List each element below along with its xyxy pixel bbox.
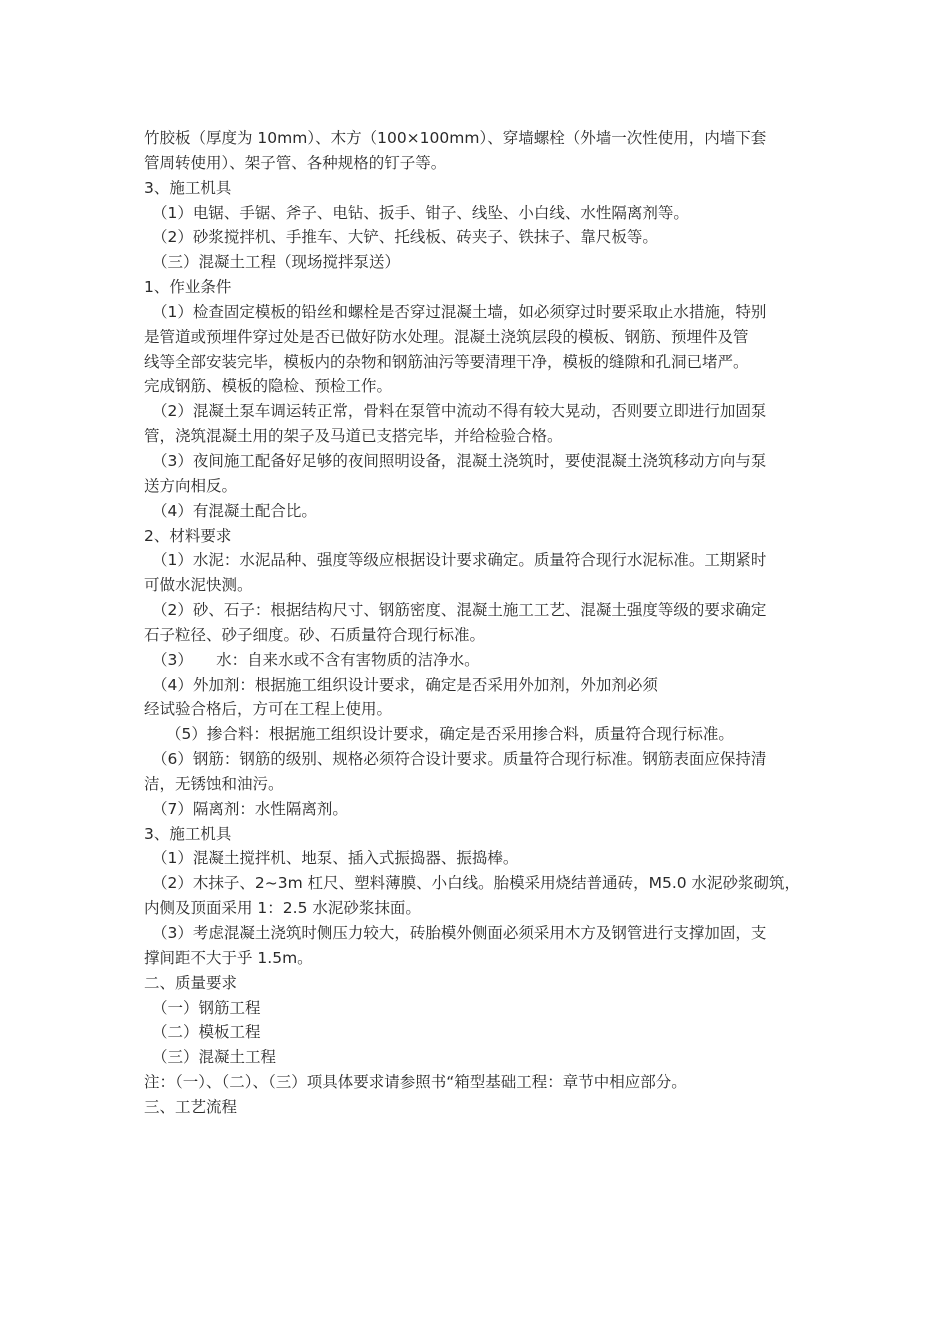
text-line: 是管道或预埋件穿过处是否已做好防水处理。混凝土浇筑层段的模板、钢筋、预埋件及管 [144, 327, 749, 346]
text-line: （3）夜间施工配备好足够的夜间照明设备，混凝土浇筑时，要使混凝土浇筑移动方向与泵 [152, 451, 767, 470]
text-line: （二）模板工程 [152, 1023, 261, 1042]
text-line: （4）外加剂：根据施工组织设计要求，确定是否采用外加剂，外加剂必须 [152, 675, 658, 694]
text-line: 3、施工机具 [144, 824, 232, 843]
text-line: （4）有混凝土配合比。 [152, 501, 317, 520]
text-line: 管周转使用）、架子管、各种规格的钉子等。 [144, 153, 447, 172]
text-line: 洁，无锈蚀和油污。 [144, 774, 284, 793]
text-line: （3） 水：自来水或不含有害物质的洁净水。 [152, 650, 480, 669]
text-line: （1）混凝土搅拌机、地泵、插入式振捣器、振捣棒。 [152, 849, 519, 868]
text-line: 经试验合格后，方可在工程上使用。 [144, 700, 393, 719]
document-page [144, 126, 812, 1120]
text-line: 2、材料要求 [144, 526, 232, 545]
text-line: （3）考虑混凝土浇筑时侧压力较大，砖胎模外侧面必须采用木方及钢管进行支撑加固，支 [152, 924, 767, 942]
text-line: （1）检查固定模板的铅丝和螺栓是否穿过混凝土墙，如必须穿过时要采取止水措施，特别 [152, 302, 767, 321]
text-line: 1、作业条件 [144, 278, 232, 297]
text-line: 可做水泥快测。 [144, 576, 253, 595]
text-line: （一）钢筋工程 [152, 998, 261, 1017]
text-line: （1）水泥：水泥品种、强度等级应根据设计要求确定。质量符合现行水泥标准。工期紧时 [152, 551, 767, 570]
text-line: 石子粒径、砂子细度。砂、石质量符合现行标准。 [144, 625, 486, 644]
text-line: （7）隔离剂：水性隔离剂。 [152, 799, 348, 818]
text-line: （2）木抹子、2~3m 杠尺、塑料薄膜、小白线。胎模采用烧结普通砖，M5.0 水泥砂浆砌筑， [152, 874, 801, 893]
text-line: （2）砂浆搅拌机、手推车、大铲、托线板、砖夹子、铁抹子、靠尺板等。 [152, 228, 658, 247]
text-line: 二、质量要求 [144, 973, 238, 992]
text-line: 撑间距不大于乎 1.5m。 [144, 948, 313, 967]
text-line: 内侧及顶面采用 1：2.5 水泥砂浆抹面。 [144, 899, 421, 918]
text-line: （2）砂、石子：根据结构尺寸、钢筋密度、混凝土施工工艺、混凝土强度等级的要求确定 [152, 601, 767, 620]
text-line: 管，浇筑混凝土用的架子及马道已支搭完毕，并给检验合格。 [144, 427, 563, 446]
text-line: 竹胶板（厚度为 10mm）、木方（100×100mm）、穿墙螺栓（外墙一次性使用，内墙下套 [144, 129, 767, 147]
text-line: （三）混凝土工程 [152, 1048, 277, 1067]
text-line: （1）电锯、手锯、斧子、电钻、扳手、钳子、线坠、小白线、水性隔离剂等。 [152, 203, 689, 222]
text-line: （6）钢筋：钢筋的级别、规格必须符合设计要求。质量符合现行标准。钢筋表面应保持清 [152, 750, 767, 769]
text-line: 三、工艺流程 [144, 1097, 238, 1116]
text-line: （5）掺合料：根据施工组织设计要求，确定是否采用掺合料，质量符合现行标准。 [166, 725, 734, 744]
text-line: 3、施工机具 [144, 178, 232, 197]
text-line: 注：（一）、（二）、（三）项具体要求请参照书“箱型基础工程：章节中相应部分。 [144, 1073, 687, 1092]
text-line: 线等全部安装完毕，模板内的杂物和钢筋油污等要清理干净，模板的缝隙和孔洞已堵严。 [144, 352, 749, 371]
text-line: 送方向相反。 [144, 476, 238, 495]
text-line: （2）混凝土泵车调运转正常，骨料在泵管中流动不得有较大晃动，否则要立即进行加固泵 [152, 402, 767, 421]
text-line: （三）混凝土工程（现场搅拌泵送） [152, 253, 401, 272]
text-line: 完成钢筋、模板的隐检、预检工作。 [144, 377, 393, 396]
